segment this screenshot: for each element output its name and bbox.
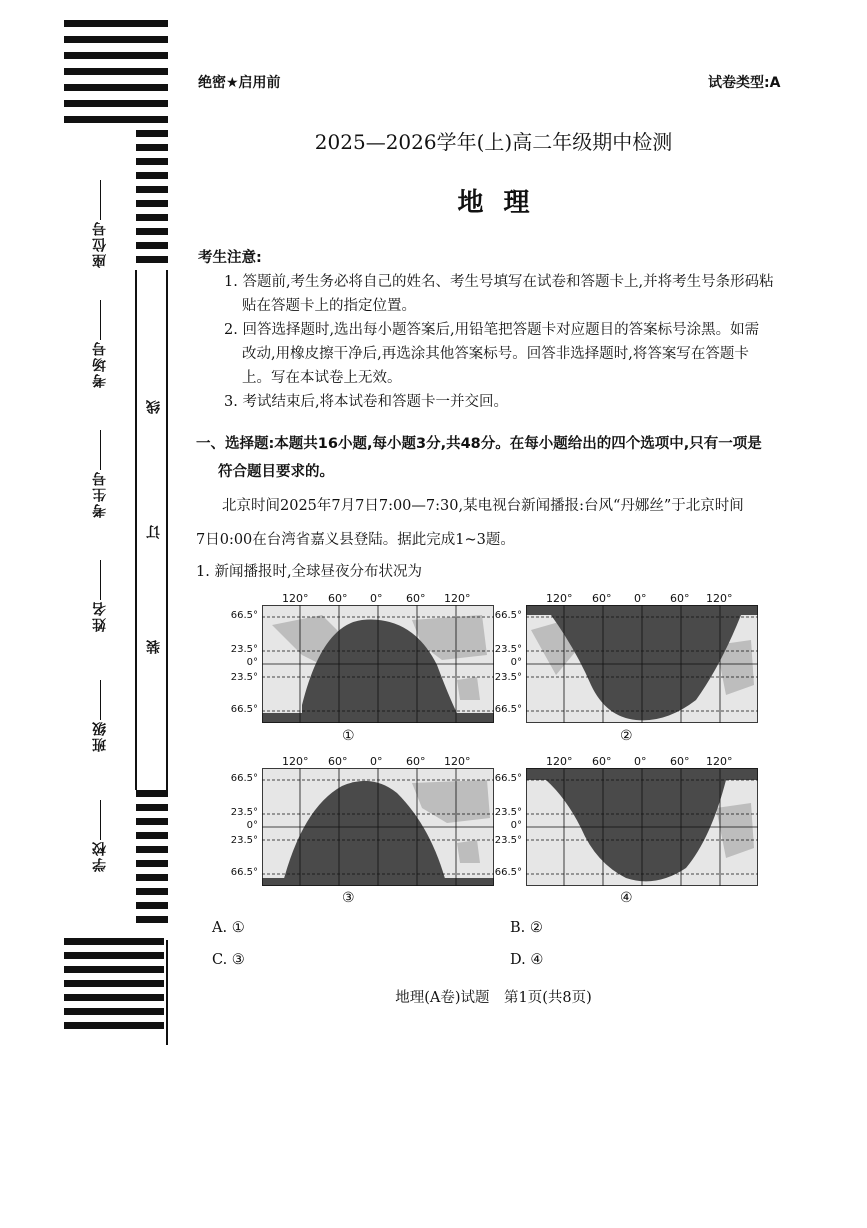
notice-item-2-cont: 改动,用橡皮擦干净后,再选涂其他答案标号。回答非选择题时,将答案写在答题卡 [242,346,749,362]
map-3-lon-0: 0° [370,755,383,768]
map-1-lat-5: 66.5° [230,704,258,715]
map-3 [262,768,494,886]
notice-item-1: 1. 答题前,考生务必将自己的姓名、考生号填写在试卷和答题卡上,并将考生号条形码粘 [224,274,774,290]
map-2-lat-3: 0° [510,657,522,668]
map-3-lon-120w: 120° [282,755,309,768]
map-1-lat-4: 23.5° [230,672,258,683]
map-2-lat-2: 23.5° [494,644,522,655]
map-4-lon-120e: 120° [706,755,733,768]
map-1-lat-2: 23.5° [230,644,258,655]
notice-heading: 考生注意: [198,250,262,266]
map-1-lon-0: 0° [370,592,383,605]
map-4-caption: ④ [620,890,633,906]
page-footer: 地理(A卷)试题 第1页(共8页) [395,990,592,1006]
map-3-caption: ③ [342,890,355,906]
map-2-lon-60w: 60° [592,592,612,605]
section-1-heading: 一、选择题:本题共16小题,每小题3分,共48分。在每小题给出的四个选项中,只有一项是 [196,436,762,452]
map-4-lat-1: 66.5° [494,773,522,784]
map-1-lat-3: 0° [246,657,258,668]
field-class: 班级 [80,680,120,790]
map-2-lon-60e: 60° [670,592,690,605]
map-1-lon-60e: 60° [406,592,426,605]
binding-line-left [135,270,137,790]
map-1-lon-120e: 120° [444,592,471,605]
map-2-caption: ② [620,728,633,744]
exam-title: 2025—2026学年(上)高二年级期中检测 [314,130,673,154]
map-4-lat-3: 0° [510,820,522,831]
binding-stripes-top [64,20,168,130]
map-3-lat-1: 66.5° [230,773,258,784]
subject-title: 地理 [457,188,550,218]
map-4-lat-4: 23.5° [494,835,522,846]
map-3-lon-120e: 120° [444,755,471,768]
option-a[interactable]: A. ① [212,920,245,936]
field-name: 姓名 [80,560,120,670]
map-2-lon-120e: 120° [706,592,733,605]
map-1-caption: ① [342,728,355,744]
map-3-lat-5: 66.5° [230,867,258,878]
map-3-lon-60w: 60° [328,755,348,768]
bind-char-zhuang: 装 [146,640,162,654]
field-student-number: 考生号 [80,430,120,540]
map-4-lon-60e: 60° [670,755,690,768]
map-4-lat-5: 66.5° [494,867,522,878]
map-2 [526,605,758,723]
map-1-lat-1: 66.5° [230,610,258,621]
map-4-lat-2: 23.5° [494,807,522,818]
map-3-lat-2: 23.5° [230,807,258,818]
section-1-heading-cont: 符合题目要求的。 [218,464,334,480]
secret-label: 绝密★启用前 [198,75,281,91]
paper-type: 试卷类型:A [708,75,781,91]
bind-char-ding: 订 [146,525,162,539]
option-b[interactable]: B. ② [510,920,543,936]
field-room-number: 考场号 [80,300,120,410]
field-seat-number: 座位号 [80,180,120,290]
field-school: 学校 [80,800,120,910]
map-2-lat-1: 66.5° [494,610,522,621]
map-3-lat-3: 0° [246,820,258,831]
notice-item-2: 2. 回答选择题时,选出每小题答案后,用铅笔把答题卡对应题目的答案标号涂黑。如需 [224,322,760,338]
question-1-stem: 1. 新闻播报时,全球昼夜分布状况为 [196,564,423,580]
passage-line-1: 北京时间2025年7月7日7:00—7:30,某电视台新闻播报:台风“丹娜丝”于北京时间 [222,498,744,514]
map-3-lat-4: 23.5° [230,835,258,846]
map-2-lat-4: 23.5° [494,672,522,683]
passage-line-2: 7日0:00在台湾省嘉义县登陆。据此完成1~3题。 [196,532,515,548]
option-d[interactable]: D. ④ [510,952,544,968]
map-4-lon-0: 0° [634,755,647,768]
notice-item-1-cont: 贴在答题卡上的指定位置。 [242,298,416,314]
map-4 [526,768,758,886]
map-4-lon-60w: 60° [592,755,612,768]
map-2-lat-5: 66.5° [494,704,522,715]
map-2-lon-0: 0° [634,592,647,605]
bind-char-xian: 线 [146,400,162,414]
notice-item-2-cont2: 上。写在本试卷上无效。 [242,370,402,386]
option-c[interactable]: C. ③ [212,952,245,968]
binding-stripes-lower-right [136,790,168,940]
map-1-lon-120w: 120° [282,592,309,605]
binding-line-right [166,270,168,790]
map-3-lon-60e: 60° [406,755,426,768]
map-1 [262,605,494,723]
map-2-lon-120w: 120° [546,592,573,605]
notice-item-3: 3. 考试结束后,将本试卷和答题卡一并交回。 [224,394,509,410]
map-4-lon-120w: 120° [546,755,573,768]
map-1-lon-60w: 60° [328,592,348,605]
